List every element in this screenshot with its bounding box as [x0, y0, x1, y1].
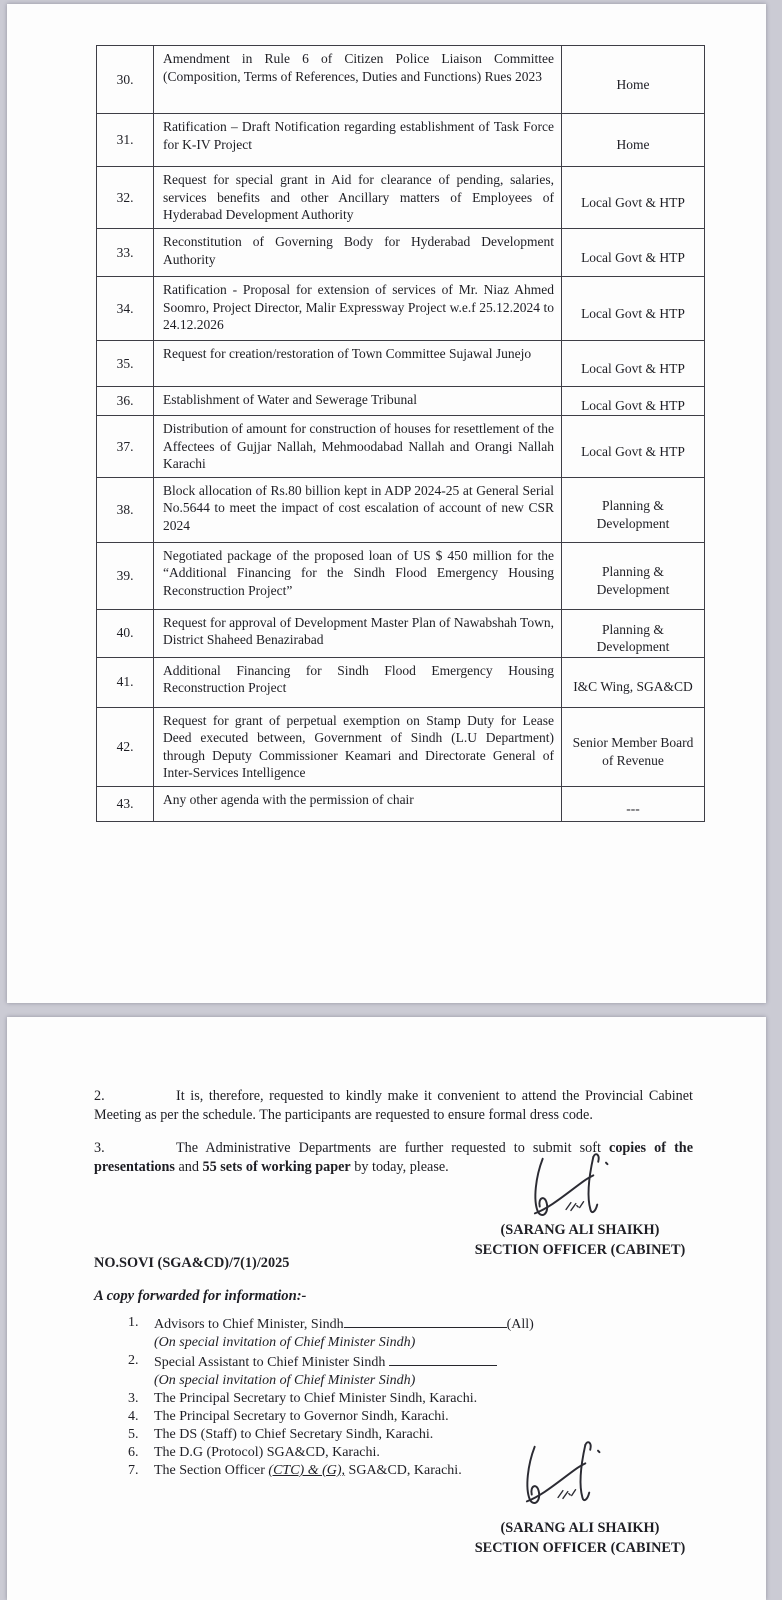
agenda-serial-number: 43. — [97, 786, 154, 821]
agenda-description: Request for creation/restoration of Town Committee Sujawal Junejo — [154, 341, 562, 387]
list-item-subtext: (On special invitation of Chief Minister Sindh) — [154, 1335, 416, 1350]
department-label: Local Govt & HTP — [581, 305, 685, 321]
department-label: Home — [616, 76, 650, 92]
agenda-serial-number: 39. — [97, 542, 154, 609]
agenda-description: Additional Financing for Sindh Flood Emergency Housing Reconstruction Project — [154, 657, 562, 707]
reference-number: NO.SOVI (SGA&CD)/7(1)/2025 — [94, 1255, 290, 1271]
blank-line — [344, 1314, 507, 1328]
agenda-description: Distribution of amount for construction of houses for resettlement of the Affectees of Gujjar Nallah, Mehmoodabad Nallah and Orangi Nallah Karachi — [154, 416, 562, 478]
list-item-text — [154, 1352, 673, 1372]
text-segment: SGA&CD, Karachi. — [345, 1463, 462, 1478]
agenda-description: Request for approval of Development Master Plan of Nawabshah Town, District Shaheed Benazirabad — [154, 609, 562, 657]
agenda-department — [562, 416, 705, 478]
agenda-serial-number: 33. — [97, 229, 154, 277]
department-label: Local Govt & HTP — [581, 194, 685, 210]
table-row — [97, 609, 705, 657]
agenda-department — [562, 114, 705, 167]
department-label: Local Govt & HTP — [581, 443, 685, 459]
agenda-description: Reconstitution of Governing Body for Hyderabad Development Authority — [154, 229, 562, 277]
agenda-serial-number: 34. — [97, 277, 154, 341]
signature-image — [507, 1151, 629, 1227]
list-item-number: 5. — [128, 1427, 139, 1442]
agenda-serial-number: 32. — [97, 167, 154, 229]
agenda-serial-number: 35. — [97, 341, 154, 387]
text-segment: Advisors to Chief Minister, Sindh — [154, 1317, 344, 1332]
agenda-department — [562, 387, 705, 416]
page-2 — [7, 1017, 766, 1600]
agenda-description: Establishment of Water and Sewerage Tribunal — [154, 387, 562, 416]
department-label: Local Govt & HTP — [581, 360, 685, 376]
agenda-department — [562, 786, 705, 821]
text-segment: The Principal Secretary to Governor Sindh, Karachi. — [154, 1409, 449, 1424]
agenda-description: Any other agenda with the permission of chair — [154, 786, 562, 821]
department-label: Home — [616, 137, 650, 153]
signatory-title: SECTION OFFICER (CABINET) — [474, 1242, 686, 1258]
agenda-department — [562, 707, 705, 786]
table-row — [97, 167, 705, 229]
list-item-text — [154, 1390, 673, 1408]
agenda-description: Block allocation of Rs.80 billion kept in ADP 2024-25 at General Serial No.5644 to meet the impact of cost escalation of account of new CSR 2024 — [154, 477, 562, 542]
department-label: Senior Member Board of Revenue — [572, 735, 694, 768]
paragraph-text — [94, 1088, 693, 1123]
agenda-department — [562, 46, 705, 114]
department-label: I&C Wing, SGA&CD — [573, 679, 693, 695]
department-label: Local Govt & HTP — [581, 249, 685, 265]
agenda-department — [562, 542, 705, 609]
agenda-description: Amendment in Rule 6 of Citizen Police Liaison Committee (Composition, Terms of References, Duties and Functions) Rues 2023 — [154, 46, 562, 114]
list-item — [128, 1390, 673, 1408]
text-segment: The DS (Staff) to Chief Secretary Sindh, Karachi. — [154, 1427, 434, 1442]
agenda-serial-number: 38. — [97, 477, 154, 542]
table-row — [97, 341, 705, 387]
agenda-department — [562, 167, 705, 229]
agenda-serial-number: 36. — [97, 387, 154, 416]
department-label: Local Govt & HTP — [581, 398, 685, 414]
agenda-serial-number: 31. — [97, 114, 154, 167]
table-row — [97, 786, 705, 821]
signature-image — [499, 1439, 621, 1515]
agenda-serial-number: 40. — [97, 609, 154, 657]
table-row — [97, 387, 705, 416]
list-item-subtext: (On special invitation of Chief Minister Sindh) — [154, 1373, 416, 1388]
table-row — [97, 477, 705, 542]
paragraph-number: 2. — [94, 1088, 105, 1104]
paragraph-2 — [94, 1087, 693, 1125]
agenda-description: Request for grant of perpetual exemption on Stamp Duty for Lease Deed executed between, Government of Sindh (L.U Department) through Deputy Commissioner Keamari and Directorate General of Inter-Services Intelligence — [154, 707, 562, 786]
text-segment: The Principal Secretary to Chief Minister Sindh, Karachi. — [154, 1391, 478, 1406]
list-item-number: 6. — [128, 1445, 139, 1460]
table-row — [97, 229, 705, 277]
text-segment: It is, therefore, requested to kindly make it convenient to attend the Provincial Cabinet Meeting as per the schedule. The participants are requested to ensure formal dress code. — [94, 1088, 693, 1123]
text-segment: by today, please. — [350, 1159, 449, 1175]
agenda-description: Negotiated package of the proposed loan of US $ 450 million for the “Additional Financing for the Sindh Flood Emergency Housing Reconstruction Project” — [154, 542, 562, 609]
signature-block — [459, 1518, 701, 1558]
signatory-name: (SARANG ALI SHAIKH) — [500, 1222, 660, 1238]
text-segment: The Administrative Departments are further requested to submit soft — [176, 1140, 610, 1156]
table-row — [97, 657, 705, 707]
agenda-department — [562, 277, 705, 341]
department-label: Planning & Development — [596, 621, 670, 654]
department-label: Planning & Development — [596, 498, 670, 531]
agenda-serial-number: 37. — [97, 416, 154, 478]
agenda-description: Ratification - Proposal for extension of services of Mr. Niaz Ahmed Soomro, Project Director, Malir Expressway Project w.e.f 25.12.2024 to 24.12.2026 — [154, 277, 562, 341]
agenda-serial-number: 42. — [97, 707, 154, 786]
table-row — [97, 114, 705, 167]
signatory-title: SECTION OFFICER (CABINET) — [474, 1540, 686, 1556]
text-segment: copies of the presentations — [94, 1140, 693, 1175]
list-item-text — [154, 1314, 673, 1334]
table-row — [97, 707, 705, 786]
agenda-department — [562, 609, 705, 657]
text-segment: 55 sets of working paper — [202, 1159, 351, 1175]
copy-forwarded-heading: A copy forwarded for information:- — [94, 1288, 307, 1304]
list-item-number: 7. — [128, 1463, 139, 1478]
department-label: Planning & Development — [596, 564, 670, 597]
table-row — [97, 416, 705, 478]
blank-line — [389, 1352, 497, 1366]
text-segment: (CTC) & (G), — [268, 1463, 346, 1478]
list-item-number: 3. — [128, 1391, 139, 1406]
text-segment: The Section Officer — [154, 1463, 269, 1478]
table-row — [97, 46, 705, 114]
list-item — [128, 1408, 673, 1426]
signature-block — [459, 1220, 701, 1260]
paragraph-number: 3. — [94, 1140, 105, 1156]
list-item-number: 4. — [128, 1409, 139, 1424]
list-item-number: 1. — [128, 1315, 139, 1330]
table-row — [97, 542, 705, 609]
list-item-number: 2. — [128, 1353, 139, 1368]
text-segment: Special Assistant to Chief Minister Sindh — [154, 1355, 389, 1370]
agenda-description: Request for special grant in Aid for clearance of pending, salaries, services benefits and other Ancillary matters of Employees of Hyderabad Development Authority — [154, 167, 562, 229]
text-segment: The D.G (Protocol) SGA&CD, Karachi. — [154, 1445, 380, 1460]
agenda-table — [96, 45, 705, 822]
list-item — [128, 1314, 673, 1334]
list-item — [128, 1352, 673, 1372]
agenda-department — [562, 229, 705, 277]
agenda-department — [562, 477, 705, 542]
text-segment: (All) — [506, 1317, 534, 1332]
agenda-serial-number: 41. — [97, 657, 154, 707]
table-row — [97, 277, 705, 341]
list-item-text — [154, 1408, 673, 1426]
page-1 — [7, 4, 766, 1003]
agenda-department — [562, 341, 705, 387]
agenda-serial-number: 30. — [97, 46, 154, 114]
department-label: --- — [626, 800, 640, 816]
text-segment: and — [174, 1159, 203, 1175]
agenda-department — [562, 657, 705, 707]
signatory-name: (SARANG ALI SHAIKH) — [500, 1520, 660, 1536]
agenda-description: Ratification – Draft Notification regarding establishment of Task Force for K-IV Project — [154, 114, 562, 167]
